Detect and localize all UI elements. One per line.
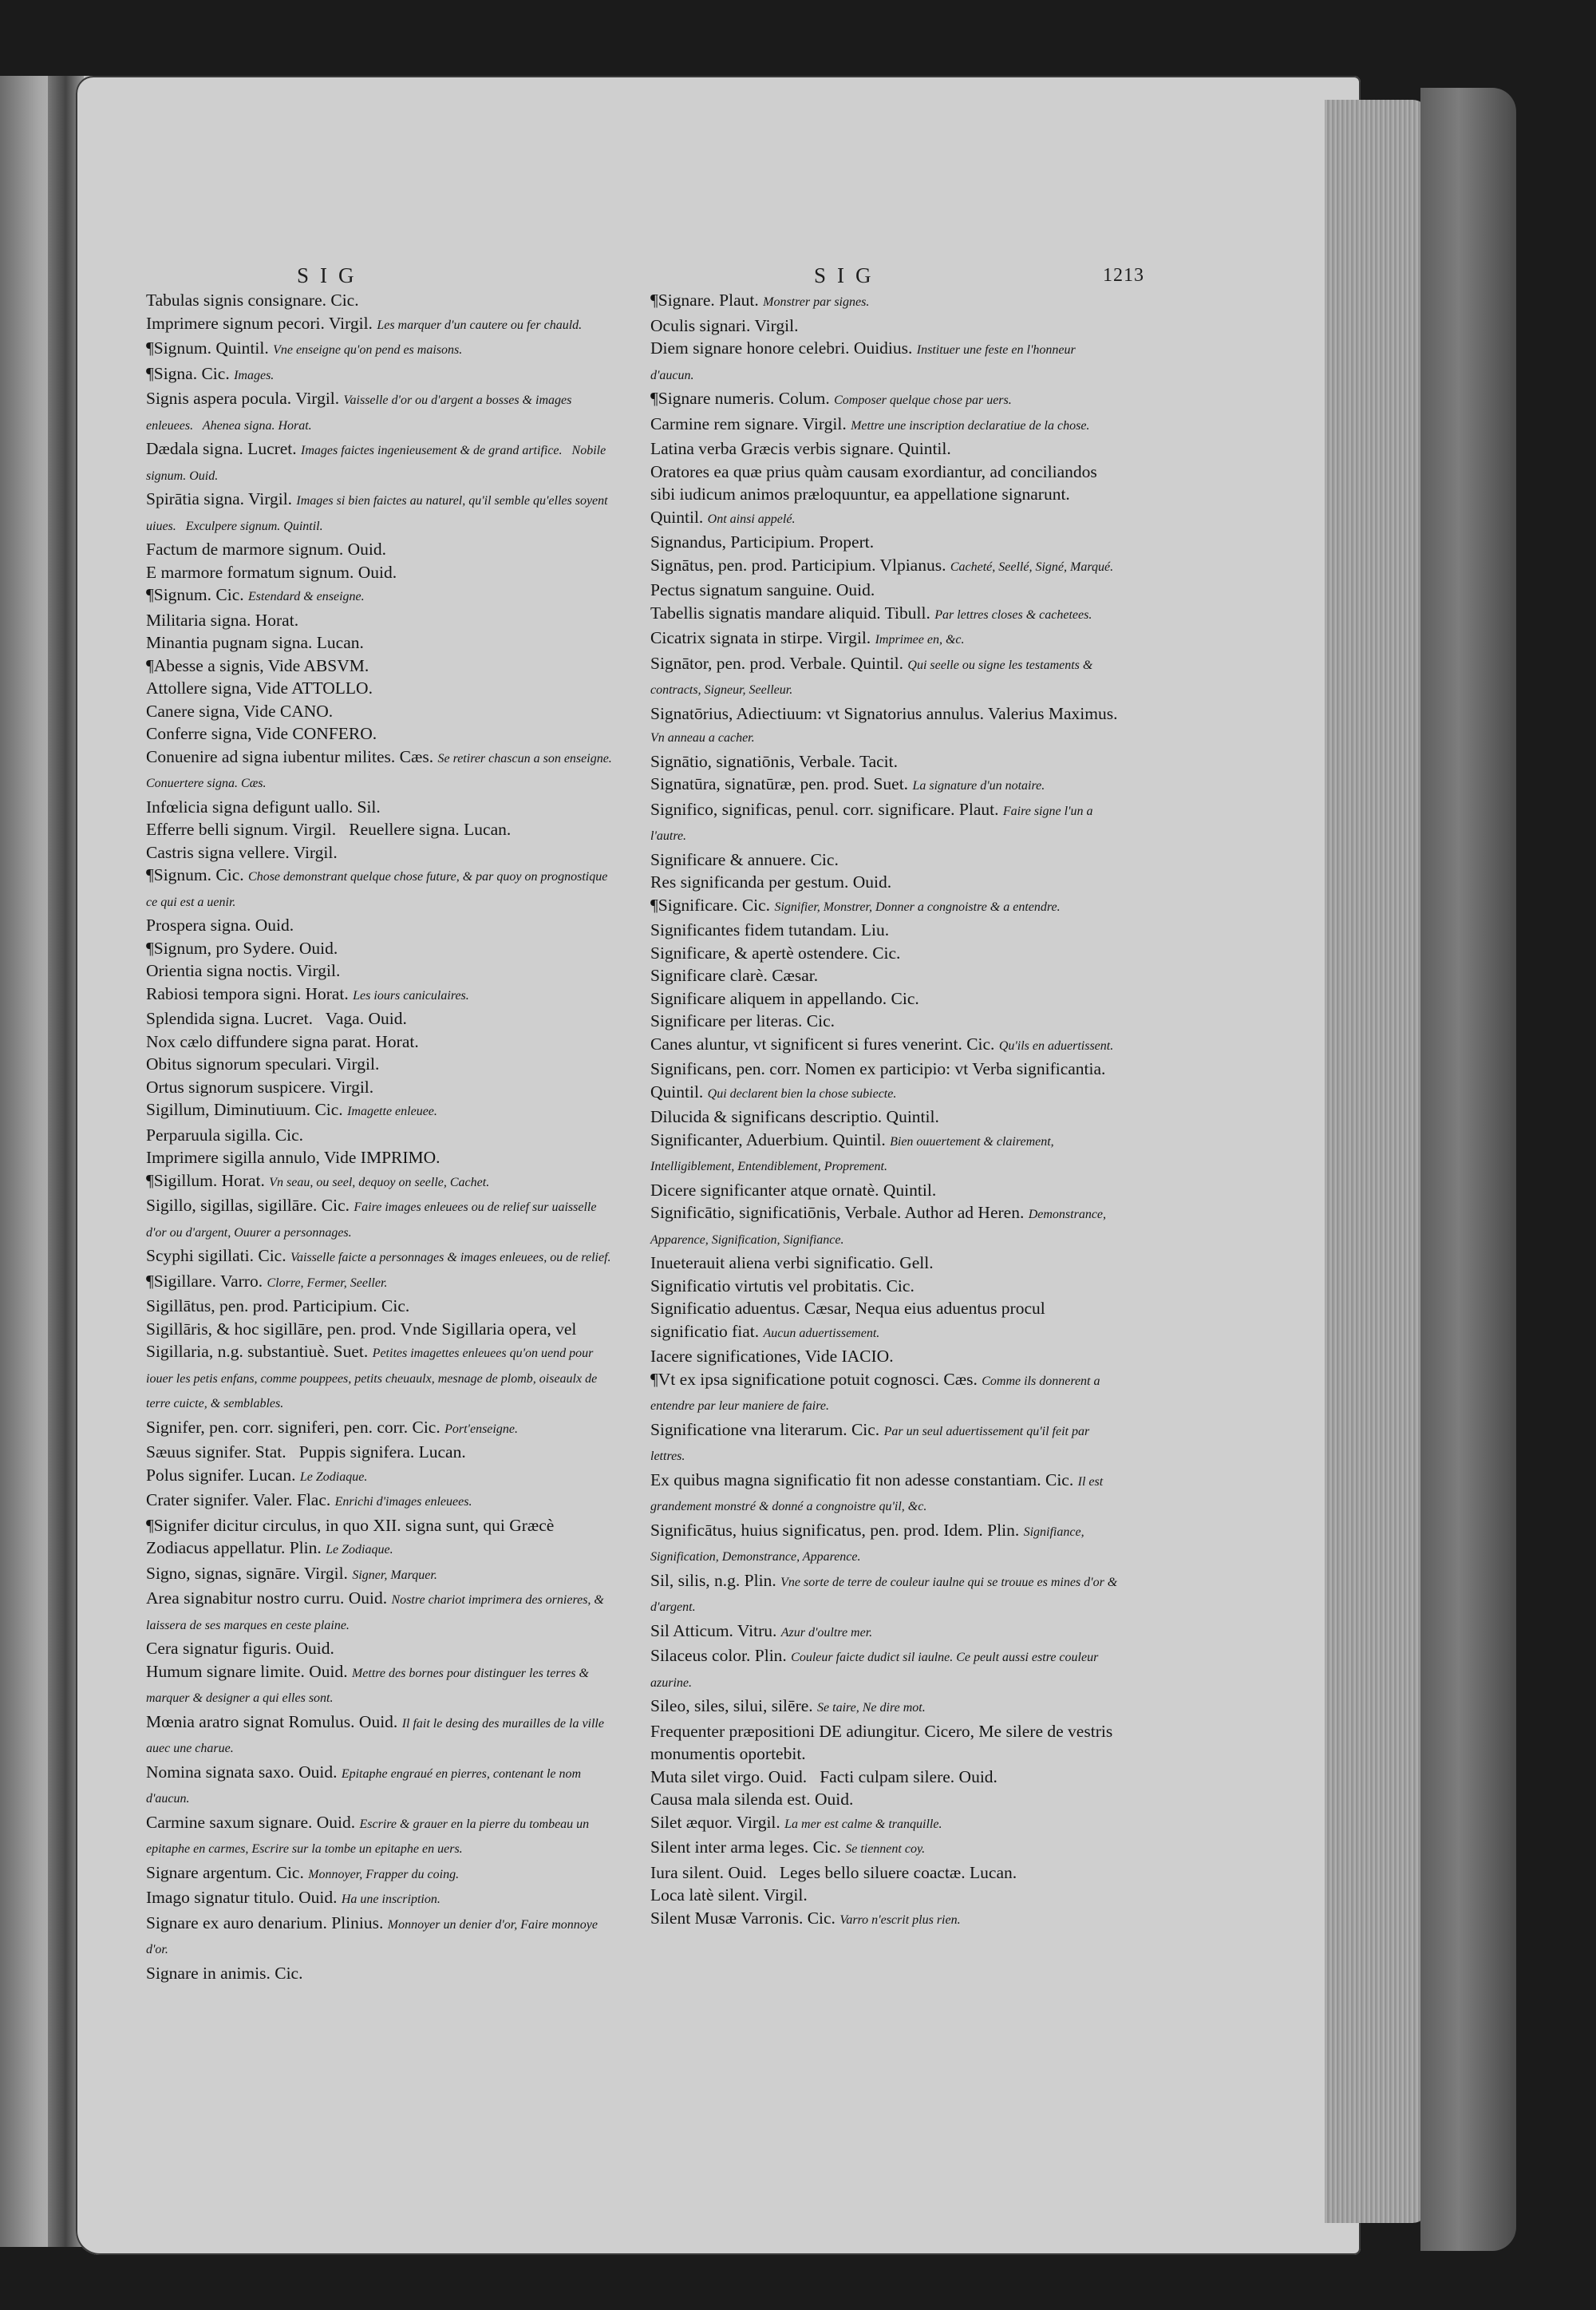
dictionary-entry [146,1076,617,1099]
entry-french-gloss: Nostre chariot imprimera des ornieres, & laissera de ses marques en ceste plaine. [146,1593,607,1632]
dictionary-entry [146,1124,617,1147]
entry-latin: Signifer, pen. corr. signiferi, pen. corr. Cic. [146,1417,440,1437]
entry-latin: Ex quibus magna significatio fit non adesse constantiam. Cic. [650,1469,1074,1489]
entry-latin: ¶Signare. Plaut. [650,291,759,310]
entry-french-gloss: Faire signe l'un a l'autre. [650,804,1096,843]
entry-latin: ¶Signa. Cic. [146,363,230,383]
entry-french-gloss: Par un seul aduertissement qu'il feit par lettres. [650,1424,1093,1463]
dictionary-entry [650,1469,1121,1519]
dictionary-entry [146,1514,617,1562]
entry-latin: Signare argentum. Cic. [146,1862,304,1882]
dictionary-entry [650,1861,1121,1885]
dictionary-entry [650,1418,1121,1469]
entry-latin: ¶Abesse a signis, Vide ABSVM. [146,655,369,675]
dictionary-entry [146,538,617,561]
entry-latin: ¶Significare. Cic. [650,895,771,915]
dictionary-entry [650,337,1121,387]
entry-latin: Iura silent. Ouid. Leges bello siluere coactæ. Lucan. [650,1862,1017,1882]
dictionary-entry [650,987,1121,1011]
dictionary-entry [146,1007,617,1030]
dictionary-entry [650,437,1121,461]
entry-latin: Factum de marmore signum. Ouid. [146,540,386,559]
page-number: 1213 [1103,265,1144,286]
dictionary-entry [146,655,617,678]
entry-latin: Sigillo, sigillas, sigillāre. Cic. [146,1196,350,1215]
dictionary-entry [146,722,617,746]
entry-french-gloss: Se tiennent coy. [845,1842,926,1856]
entry-french-gloss: Vn anneau a cacher. [650,731,755,745]
dictionary-entry [650,871,1121,894]
entry-french-gloss: Monstrer par signes. [763,295,870,309]
entry-latin: Inueterauit aliena verbi significatio. Gell. [650,1253,934,1272]
entry-latin: Sæuus signifer. Stat. Puppis signifera. Lucan. [146,1442,466,1462]
entry-latin: Polus signifer. Lucan. [146,1465,296,1485]
entry-latin: Dædala signa. Lucret. [146,439,297,458]
entry-latin: Ortus signorum suspicere. Virgil. [146,1077,374,1097]
entry-french-gloss: Le Zodiaque. [326,1543,393,1556]
dictionary-entry [650,1201,1121,1252]
dictionary-entry [146,746,622,796]
entry-french-gloss: Les iours caniculaires. [353,988,469,1003]
dictionary-entry [146,959,617,983]
dictionary-entry [146,1962,617,1985]
entry-french-gloss: Composer quelque chose par uers. [834,394,1012,407]
entry-latin: Signare in animis. Cic. [146,1963,303,1983]
entry-latin: Significare aliquem in appellando. Cic. [650,988,919,1008]
dictionary-entry [146,1416,617,1442]
dictionary-entry [146,677,617,700]
dictionary-entry [146,1562,617,1588]
entry-latin: Significare & annuere. Cic. [650,849,839,869]
entry-latin: Signare ex auro denarium. Plinius. [146,1912,384,1932]
entry-french-gloss: Vn seau, ou seel, dequoy on seelle, Cachet. [269,1175,490,1189]
entry-latin: Canes aluntur, vt significent si fures venerint. Cic. [650,1034,995,1054]
dictionary-entry [650,627,1121,652]
dictionary-entry [146,387,617,437]
entry-french-gloss: Bien ouuertement & clairement, Intelligiblement, Entendiblement, Proprement. [650,1134,1057,1173]
right-column [650,289,1121,1932]
entry-latin: Tabulas signis consignare. Cic. [146,291,359,310]
entry-latin: Significātus, huius significatus, pen. prod. Idem. Plin. [650,1520,1020,1540]
entry-french-gloss: Couleur faicte dudict sil iaulne. Ce peult aussi estre couleur azurine. [650,1651,1102,1690]
dictionary-entry [650,1368,1121,1418]
entry-latin: Area signabitur nostro curru. Ouid. [146,1588,388,1608]
entry-latin: Oratores ea quæ prius quàm causam exordiantur, ad conciliandos sibi iudicum animos præloquuntur, ea appellatione signarunt. Quintil. [650,461,1102,527]
dictionary-entry [146,1244,617,1270]
entry-latin: Signātus, pen. prod. Participium. Vlpianus. [650,555,946,575]
entry-latin: Imprimere signum pecori. Virgil. [146,313,373,333]
entry-latin: ¶Signifer dicitur circulus, in quo XII. signa sunt, qui Græcè Zodiacus appellatur. Plin. [146,1515,559,1557]
entry-latin: Silent inter arma leges. Cic. [650,1837,841,1857]
entry-french-gloss: Ha une inscription. [341,1893,440,1906]
dictionary-entry [146,362,617,388]
entry-latin: Significare per literas. Cic. [650,1011,836,1030]
entry-latin: Conferre signa, Vide CONFERO. [146,724,377,743]
entry-latin: Silet æquor. Virgil. [650,1812,780,1832]
entry-french-gloss: Enrichi d'images enleuees. [334,1495,472,1509]
entry-latin: Cicatrix signata in stirpe. Virgil. [650,628,871,647]
dictionary-entry [650,1788,1121,1811]
entry-french-gloss: Estendard & enseigne. [248,590,365,603]
entry-french-gloss: Se taire, Ne dire mot. [817,1701,926,1715]
entry-french-gloss: Mettre une inscription declaratiue de la chose. [851,418,1090,433]
dictionary-entry [650,461,1121,532]
entry-latin: Nox cælo diffundere signa parat. Horat. [146,1031,419,1051]
dictionary-entry [146,1270,617,1295]
dictionary-entry [650,1033,1121,1058]
dictionary-entry [650,1884,1121,1907]
dictionary-entry [146,841,617,864]
entry-french-gloss: Instituer une feste en l'honneur d'aucun. [650,343,1079,382]
entry-french-gloss: Signer, Marquer. [352,1568,437,1582]
entry-latin: ¶Vt ex ipsa significatione potuit cognosci. Cæs. [650,1369,978,1389]
dictionary-entry [650,1720,1121,1766]
dictionary-entry [146,1194,617,1244]
entry-latin: Sigillātus, pen. prod. Participium. Cic. [146,1296,410,1315]
dictionary-entry [650,773,1121,798]
dictionary-entry [146,1861,617,1887]
dictionary-entry [650,1907,1121,1932]
dictionary-entry [146,700,617,723]
dictionary-entry [650,1766,1121,1789]
book-cover-edge [1420,88,1516,2251]
dictionary-entry [146,561,617,584]
entry-french-gloss: Varro n'escrit plus rien. [839,1912,961,1927]
dictionary-entry [146,1811,617,1861]
entry-latin: Pectus signatum sanguine. Ouid. [650,580,875,599]
dictionary-entry [650,750,1121,773]
entry-latin: Imago signatur titulo. Ouid. [146,1888,338,1907]
entry-latin: ¶Signare numeris. Colum. [650,389,830,408]
entry-french-gloss: Aucun aduertissement. [763,1326,880,1340]
entry-french-gloss: Qu'ils en aduertissent. [998,1038,1114,1053]
entry-latin: Imprimere sigilla annulo, Vide IMPRIMO. [146,1148,440,1167]
entry-latin: Sil Atticum. Vitru. [650,1620,777,1640]
dictionary-entry [650,1179,1121,1202]
dictionary-entry [146,864,617,914]
entry-french-gloss: Petites imagettes enleuees qu'on uend pour iouer les petis enfans, comme pouppees, petits cheuaulx, mesnage de plomb, oiseaulx de terre cuicte, & semblables. [146,1347,601,1410]
dictionary-entry [146,312,617,338]
dictionary-entry [650,1106,1121,1129]
dictionary-entry [146,437,617,488]
entry-french-gloss: Il fait le desing des murailles de la ville auec une charue. [146,1716,607,1755]
entry-latin: Carmine saxum signare. Ouid. [146,1812,356,1832]
entry-latin: Rabiosi tempora signi. Horat. [146,983,349,1003]
entry-french-gloss: Imprimee en, &c. [875,633,965,647]
entry-latin: Signātio, signatiōnis, Verbale. Tacit. [650,751,899,771]
dictionary-entry [650,1644,1121,1695]
entry-french-gloss: Epitaphe engraué en pierres, contenant le nom d'aucun. [146,1766,585,1806]
dictionary-entry [146,337,617,362]
dictionary-entry [146,1711,617,1761]
entry-latin: Signo, signas, signāre. Virgil. [146,1563,348,1583]
running-head-left: SIG [297,263,365,287]
entry-latin: Significanter, Aduerbium. Quintil. [650,1129,886,1149]
entry-latin: Infœlicia signa defigunt uallo. Sil. [146,797,381,817]
dictionary-entry [650,1058,1121,1106]
entry-french-gloss: Ont ainsi appelé. [707,512,796,526]
entry-latin: Res significanda per gestum. Ouid. [650,872,892,892]
entry-latin: Spirātia signa. Virgil. [146,489,293,508]
entry-french-gloss: Signifier, Monstrer, Donner a congnoistre & a entendre. [774,900,1061,914]
dictionary-entry [146,1318,617,1416]
entry-latin: Cera signatur figuris. Ouid. [146,1639,334,1658]
entry-latin: Significatio aduentus. Cæsar, Nequa eius aduentus procul significatio fiat. [650,1299,1050,1341]
dictionary-entry [146,1912,617,1962]
entry-latin: Humum signare limite. Ouid. [146,1661,348,1681]
dictionary-entry [146,289,617,312]
dictionary-entry [650,848,1121,872]
dictionary-entry [650,554,1121,579]
entry-latin: Militaria signa. Horat. [146,610,299,630]
entry-french-gloss: Les marquer d'un cautere ou fer chauld. [377,318,583,332]
entry-french-gloss: Vne sorte de terre de couleur iaulne qui se trouue es mines d'or & d'argent. [650,1575,1121,1614]
entry-latin: Oculis signari. Virgil. [650,315,799,335]
dictionary-entry [146,1169,617,1195]
entry-latin: Tabellis signatis mandare aliquid. Tibull. [650,603,930,623]
dictionary-entry [650,1252,1121,1275]
entry-french-gloss: Images si bien faictes au naturel, qu'il semble qu'elles soyent uiues. Exculpere signum. Quintil. [146,494,611,533]
entry-latin: ¶Signum. Cic. [146,585,244,604]
entry-latin: Signis aspera pocula. Virgil. [146,389,340,408]
dictionary-entry [650,1695,1121,1720]
entry-french-gloss: Vaisselle d'or ou d'argent a bosses & images enleuees. Ahenea signa. Horat. [146,394,575,433]
entry-latin: Loca latè silent. Virgil. [650,1885,808,1905]
dictionary-entry [146,1441,617,1464]
entry-latin: Castris signa vellere. Virgil. [146,842,338,862]
dictionary-entry [650,894,1121,920]
entry-latin: Significatio virtutis vel probitatis. Cic. [650,1276,915,1295]
entry-latin: Minantia pugnam signa. Lucan. [146,633,364,652]
dictionary-entry [650,1010,1121,1033]
entry-french-gloss: Escrire & grauer en la pierre du tombeau un epitaphe en carmes, Escrire sur la tombe un epitaphe en uers. [146,1817,593,1856]
entry-latin: ¶Signum. Quintil. [146,338,269,358]
dictionary-entry [146,631,617,655]
dictionary-entry [146,796,617,819]
entry-french-gloss: Demonstrance, Apparence, Signification, Signifiance. [650,1208,1109,1247]
entry-latin: Significantes fidem tutandam. Liu. [650,920,890,939]
dictionary-entry [650,702,1121,750]
entry-french-gloss: Chose demonstrant quelque chose future, & par quoy on prognostique ce qui est a uenir. [146,870,611,909]
entry-french-gloss: Faire images enleuees ou de relief sur uaisselle d'or ou d'argent, Ouurer a personnages. [146,1200,600,1240]
entry-french-gloss: Monnoyer un denier d'or, Faire monnoye d'or. [146,1917,601,1956]
entry-latin: Signandus, Participium. Propert. [650,532,875,552]
entry-latin: E marmore formatum signum. Ouid. [146,562,397,582]
entry-latin: Canere signa, Vide CANO. [146,701,334,721]
entry-latin: Mœnia aratro signat Romulus. Ouid. [146,1711,398,1731]
dictionary-entry [146,1146,617,1169]
dictionary-entry [650,314,1121,338]
dictionary-entry [650,1275,1121,1298]
entry-latin: Signātor, pen. prod. Verbale. Quintil. [650,653,904,673]
entry-latin: Significo, significas, penul. corr. significare. Plaut. [650,799,999,819]
dictionary-entry [650,1569,1121,1620]
entry-french-gloss: Cacheté, Seellé, Signé, Marqué. [950,560,1114,574]
dictionary-entry [650,798,1121,848]
dictionary-entry [146,1886,617,1912]
dictionary-entry [146,983,617,1008]
dictionary-entry [146,609,617,632]
left-column [146,289,622,1984]
entry-latin: Prospera signa. Ouid. [146,916,294,935]
dictionary-entry [650,1620,1121,1645]
entry-latin: Attollere signa, Vide ATTOLLO. [146,678,373,698]
entry-french-gloss: Qui declarent bien la chose subiecte. [707,1086,897,1101]
dictionary-entry [146,583,617,609]
entry-latin: Significātio, significatiōnis, Verbale. Author ad Heren. [650,1203,1025,1222]
dictionary-entry [650,964,1121,987]
entry-latin: Scyphi sigillati. Cic. [146,1246,286,1265]
dictionary-entry [650,579,1121,602]
running-head-right: SIG [814,263,883,287]
dictionary-entry [650,289,1121,314]
entry-latin: Sigillum, Diminutiuum. Cic. [146,1100,343,1119]
entry-latin: ¶Sigillum. Horat. [146,1170,265,1190]
dictionary-entry [146,1761,617,1811]
entry-latin: Splendida signa. Lucret. Vaga. Ouid. [146,1009,407,1028]
entry-latin: Silent Musæ Varronis. Cic. [650,1908,836,1928]
dictionary-entry [650,919,1121,942]
entry-french-gloss: Par lettres closes & cachetees. [934,607,1092,622]
dictionary-entry [146,937,617,960]
dictionary-entry [146,1587,617,1637]
entry-french-gloss: Clorre, Fermer, Seeller. [267,1276,388,1290]
entry-latin: Latina verba Græcis verbis signare. Quintil. [650,439,951,458]
entry-latin: Frequenter præpositioni DE adiungitur. Cicero, Me silere de vestris monumentis oportebit. [650,1721,1117,1763]
entry-latin: Conuenire ad signa iubentur milites. Cæs. [146,746,434,766]
entry-french-gloss: Imagette enleuee. [347,1105,437,1118]
dictionary-entry [146,488,617,538]
dictionary-entry [650,602,1121,627]
dictionary-entry [146,1660,617,1711]
entry-french-gloss: Le Zodiaque. [299,1469,368,1484]
dictionary-entry [650,413,1121,438]
entry-latin: Dicere significanter atque ornatè. Quintil. [650,1180,937,1200]
dictionary-entry [650,1811,1121,1837]
entry-latin: Muta silet virgo. Ouid. Facti culpam silere. Ouid. [650,1766,998,1786]
dictionary-entry [650,1836,1121,1861]
entry-latin: Sileo, siles, silui, silēre. [650,1696,813,1715]
dictionary-entry [650,1297,1121,1345]
entry-french-gloss: Signifiance, Signification, Demonstrance, Apparence. [650,1525,1088,1564]
entry-latin: Sil, silis, n.g. Plin. [650,1570,776,1590]
dictionary-entry [146,1053,617,1076]
dictionary-entry [650,1519,1121,1569]
entry-french-gloss: Comme ils donnerent a entendre par leur maniere de faire. [650,1374,1104,1413]
entry-french-gloss: Port'enseigne. [444,1422,518,1436]
dictionary-entry [146,1637,617,1660]
entry-latin: Carmine rem signare. Virgil. [650,413,847,433]
entry-latin: Significatione vna literarum. Cic. [650,1419,880,1439]
entry-latin: Significans, pen. corr. Nomen ex participio: vt Verba significantia. Quintil. [650,1059,1110,1102]
entry-latin: Signatōrius, Adiectiuum: vt Signatorius annulus. Valerius Maximus. [650,703,1118,723]
entry-french-gloss: La signature d'un notaire. [912,779,1045,793]
dictionary-entry [650,652,1121,702]
entry-french-gloss: Vaisselle faicte a personnages & images enleuees, ou de relief. [290,1251,611,1264]
dictionary-entry [650,1345,1121,1368]
entry-french-gloss: Vne enseigne qu'on pend es maisons. [273,343,463,357]
dictionary-entry [650,387,1121,413]
entry-french-gloss: Azur d'oultre mer. [780,1625,873,1640]
entry-latin: Significare, & apertè ostendere. Cic. [650,943,901,963]
entry-latin: Nomina signata saxo. Ouid. [146,1762,338,1782]
entry-latin: Significare clarè. Cæsar. [650,966,819,985]
entry-french-gloss: La mer est calme & tranquille. [784,1817,942,1831]
dictionary-entry [146,1464,617,1489]
entry-latin: Orientia signa noctis. Virgil. [146,961,341,980]
entry-latin: Silaceus color. Plin. [650,1646,787,1665]
entry-latin: Dilucida & significans descriptio. Quintil. [650,1107,939,1126]
entry-latin: Iacere significationes, Vide IACIO. [650,1347,894,1366]
dictionary-entry [146,1489,617,1514]
entry-french-gloss: Il est grandement monstré & donné a congnoistre qu'il, &c. [650,1474,1107,1513]
entry-latin: Crater signifer. Valer. Flac. [146,1490,331,1509]
dictionary-entry [146,1295,617,1318]
entry-latin: Causa mala silenda est. Ouid. [650,1790,854,1809]
entry-french-gloss: Images. [234,368,275,382]
dictionary-entry [146,1098,617,1124]
dictionary-entry [650,531,1121,554]
entry-latin: ¶Signum, pro Sydere. Ouid. [146,938,338,958]
page-edges [1325,100,1428,2223]
entry-french-gloss: Images faictes ingenieusement & de grand artifice. Nobile signum. Ouid. [146,444,610,483]
entry-latin: Signatūra, signatūræ, pen. prod. Suet. [650,774,909,793]
dictionary-entry [146,914,617,937]
entry-latin: ¶Signum. Cic. [146,865,244,884]
entry-latin: ¶Sigillare. Varro. [146,1271,263,1291]
entry-latin: Obitus signorum speculari. Virgil. [146,1054,380,1074]
entry-latin: Efferre belli signum. Virgil. Reuellere signa. Lucan. [146,820,512,839]
entry-latin: Sigillāris, & hoc sigillāre, pen. prod. Vnde Sigillaria opera, vel Sigillaria, n.g. substantiuè. Suet. [146,1319,581,1361]
dictionary-entry [650,1129,1121,1179]
dictionary-entry [146,818,617,841]
entry-french-gloss: Qui seelle ou signe les testaments & contracts, Signeur, Seelleur. [650,658,1096,697]
entry-french-gloss: Se retirer chascun a son enseigne. Conuertere signa. Cæs. [146,751,622,790]
dictionary-entry [650,942,1121,965]
entry-latin: Diem signare honore celebri. Ouidius. [650,338,913,358]
entry-french-gloss: Mettre des bornes pour distinguer les terres & marquer & designer a qui elles sont. [146,1666,592,1705]
dictionary-entry [146,1030,617,1054]
entry-french-gloss: Monnoyer, Frapper du coing. [308,1867,460,1881]
entry-latin: Perparuula sigilla. Cic. [146,1125,304,1145]
